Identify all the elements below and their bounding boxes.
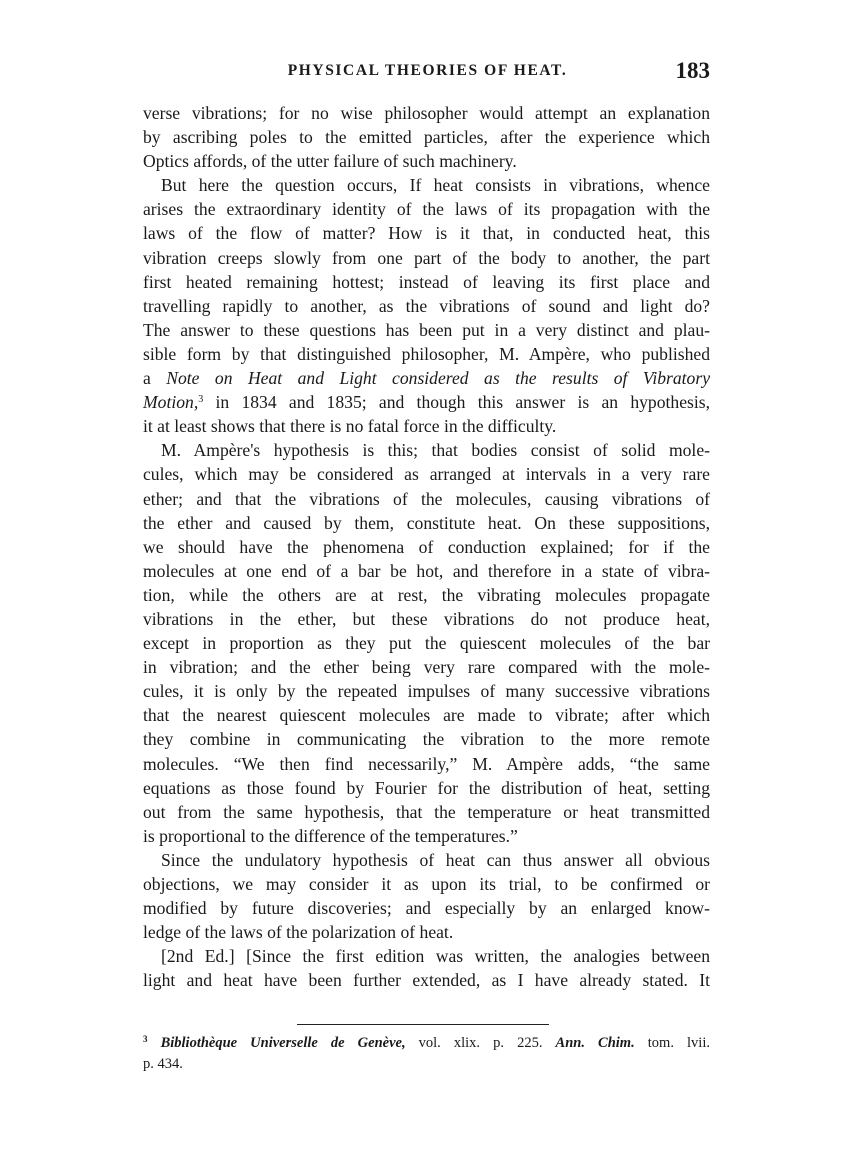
paragraph-2 [143,173,710,438]
text-line [143,390,710,414]
text-line: by ascribing poles to the emitted particles, after the experience which [143,127,710,148]
text-line [143,366,710,390]
text-line: molecules. “We then find necessarily,” M. Ampère adds, “the same [143,753,710,774]
text-line: the ether and caused by them, constitute heat. On these suppositions, [143,512,710,533]
text-line: Since the undulatory hypothesis of heat can thus answer all obvious [161,849,710,870]
text-line: they combine in communicating the vibration to the more remote [143,729,710,750]
text-line: But here the question occurs, If heat consists in vibrations, whence [161,175,710,196]
paragraph-1 [143,101,710,173]
footnote-divider [297,1024,549,1025]
running-title: PHYSICAL THEORIES OF HEAT. [287,62,568,79]
text-line: laws of the flow of matter? How is it that, in conducted heat, this [143,223,710,244]
footnote-text: tom. lvii. [634,1035,710,1051]
footnote-mark: 3 [143,1034,148,1044]
footnote-journal: Ann. Chim. [555,1035,635,1051]
text-line: in vibration; and the ether being very rare compared with the mole- [143,657,710,678]
text-line: first heated remaining hottest; instead of leaving its first place and [143,271,710,292]
text-line: except in proportion as they put the quiescent molecules of the bar [143,633,710,654]
text-line: vibrations in the ether, but these vibrations do not produce heat, [143,608,710,629]
text-line: [2nd Ed.] [Since the first edition was written, the analogies between [161,946,710,967]
text-line: Optics affords, of the utter failure of such machinery. [143,151,517,172]
italic-title: Motion, [143,392,199,413]
text-fragment: a [143,368,167,389]
text-line: light and heat have been further extended, as I have already stated. It [143,970,710,991]
text-line: ether; and that the vibrations of the molecules, causing vibrations of [143,488,710,509]
text-line: modified by future discoveries; and especially by an enlarged know- [143,898,710,919]
text-line: ledge of the laws of the polarization of heat. [143,922,454,943]
footnote-text: vol. xlix. p. 225. [405,1035,556,1051]
text-line: it at least shows that there is no fatal force in the difficulty. [143,416,557,437]
footnote [143,1033,710,1075]
footnote-reference: 3 [198,394,204,406]
italic-title: Note on Heat and Light considered as the results of Vibratory [166,368,711,389]
page-header [145,58,710,88]
text-line: verse vibrations; for no wise philosopher would attempt an explanation [143,103,710,123]
text-line: objections, we may consider it as upon its trial, to be confirmed or [143,874,710,894]
text-line: cules, which may be considered as arranged at intervals in a very rare [143,464,710,485]
text-line: we should have the phenomena of conduction explained; for if the [143,536,710,557]
text-fragment: in 1834 and 1835; and though this answer is an hypothesis, [203,392,710,413]
text-line: molecules at one end of a bar be hot, and therefore in a state of vibra- [143,560,710,581]
footnote-line [143,1033,710,1054]
paragraph-4 [143,848,710,944]
paragraph-5 [143,944,710,992]
text-line: is proportional to the difference of the temperatures.” [143,825,518,846]
text-line: equations as those found by Fourier for the distribution of heat, setting [143,777,710,798]
text-line: out from the same hypothesis, that the temperature or heat transmitted [143,801,710,822]
text-line: cules, it is only by the repeated impulses of many successive vibrations [143,681,710,702]
text-line: arises the extraordinary identity of the laws of its propagation with the [143,199,710,220]
text-line: vibration creeps slowly from one part of the body to another, the part [143,247,710,268]
body-text [143,101,710,992]
text-line: sible form by that distinguished philosopher, M. Ampère, who published [143,343,710,364]
text-line: The answer to these questions has been put in a very distinct and plau- [143,319,710,340]
text-line: travelling rapidly to another, as the vibrations of sound and light do? [143,295,710,316]
text-line: tion, while the others are at rest, the vibrating molecules propagate [143,584,710,605]
paragraph-3 [143,438,710,848]
footnote-line: p. 434. [143,1056,183,1072]
text-line: that the nearest quiescent molecules are made to vibrate; after which [143,705,710,726]
footnote-source: Bibliothèque Universelle de Genève, [160,1035,406,1051]
text-line: M. Ampère's hypothesis is this; that bodies consist of solid mole- [161,440,710,461]
page-number: 183 [675,58,710,83]
